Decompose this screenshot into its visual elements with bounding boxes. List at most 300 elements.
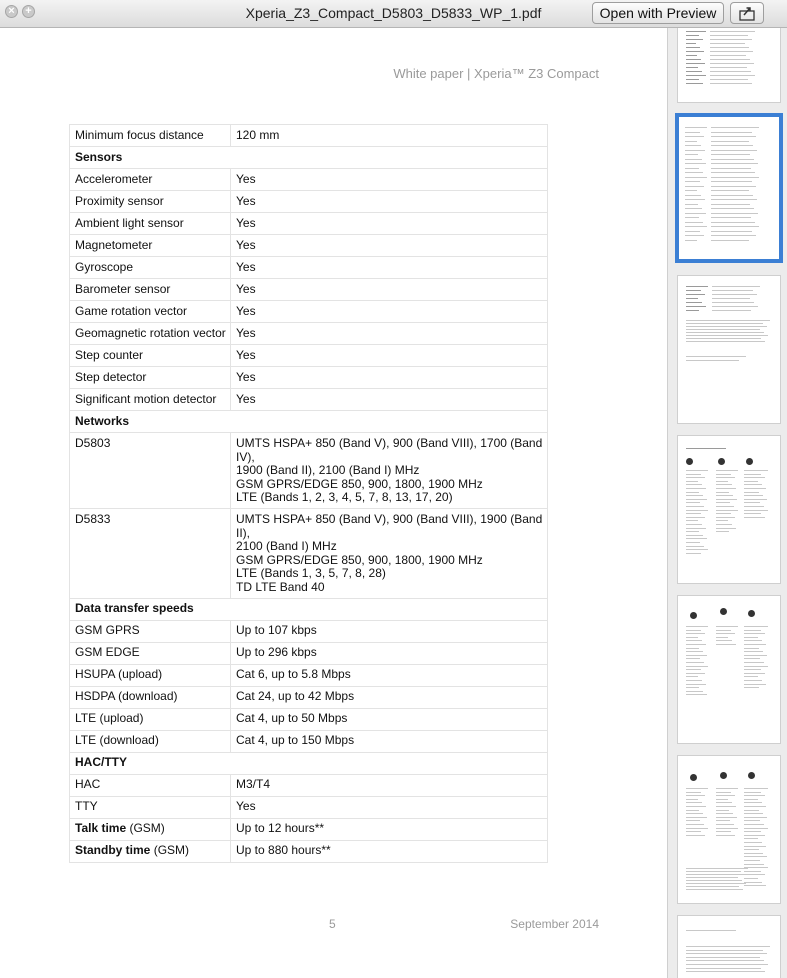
row-value: Yes (231, 301, 548, 323)
thumbnail-text-line (744, 676, 758, 677)
thumbnail-text-line (685, 141, 697, 142)
thumbnail-text-line (686, 546, 704, 547)
thumbnail-text-line (744, 684, 766, 685)
thumbnail-text-line (744, 626, 768, 627)
row-label: Minimum focus distance (70, 125, 231, 147)
thumbnail-text-line (686, 531, 699, 532)
thumbnail-text-line (686, 640, 702, 641)
thumbnail-text-line (685, 199, 705, 200)
section-heading-row (70, 411, 548, 433)
thumbnail-text-line (710, 75, 755, 76)
section-heading: Sensors (70, 147, 548, 169)
thumbnail-text-line (686, 877, 738, 878)
thumbnail-text-line (712, 302, 754, 303)
thumbnail-text-line (686, 341, 765, 342)
thumbnail-text-line (686, 874, 745, 875)
thumbnail-icon (720, 608, 727, 615)
thumbnail-text-line (686, 488, 706, 489)
thumbnail-text-line (744, 470, 768, 471)
row-value: Up to 296 kbps (231, 642, 548, 664)
thumbnail-text-line (686, 481, 698, 482)
thumbnail-text-line (686, 889, 743, 890)
thumbnail-text-line (686, 788, 708, 789)
thumbnail-text-line (744, 484, 762, 485)
thumbnail-text-line (686, 633, 705, 634)
thumbnail-text-line (686, 810, 699, 811)
row-value: Cat 4, up to 150 Mbps (231, 730, 548, 752)
row-value: Yes (231, 323, 548, 345)
table-row (70, 125, 548, 147)
thumbnail-text-line (711, 172, 755, 173)
thumbnail-text-line (686, 524, 702, 525)
thumbnail-icon (690, 612, 697, 619)
thumbnail-text-line (711, 208, 754, 209)
table-row (70, 257, 548, 279)
thumbnail-text-line (716, 828, 738, 829)
thumbnail-text-line (686, 817, 707, 818)
thumbnail-text-line (744, 680, 762, 681)
label-bold: Talk time (75, 821, 127, 836)
thumbnail-text-line (711, 132, 752, 133)
thumbnail-text-line (716, 477, 735, 478)
thumbnail-text-line (711, 222, 755, 223)
page-thumbnail-selected[interactable] (675, 113, 783, 263)
thumbnail-text-line (744, 795, 765, 796)
thumbnail-text-line (685, 231, 700, 232)
thumbnail-text-line (716, 528, 736, 529)
thumbnail-text-line (686, 495, 703, 496)
thumbnail-text-line (744, 502, 760, 503)
thumbnail-text-line (716, 788, 738, 789)
thumbnail-text-line (686, 630, 701, 631)
thumbnail-text-line (685, 163, 706, 164)
thumbnail-text-line (744, 481, 758, 482)
thumbnail-text-line (686, 79, 699, 80)
thumbnail-text-line (685, 204, 698, 205)
row-value: Up to 107 kbps (231, 620, 548, 642)
thumbnail-text-line (744, 687, 759, 688)
thumbnail-text-line (686, 824, 704, 825)
thumbnail-text-line (744, 474, 761, 475)
row-value (231, 508, 548, 598)
share-button[interactable] (730, 2, 764, 24)
thumbnail-text-line (685, 132, 700, 133)
thumbnail-text-line (686, 542, 700, 543)
thumbnail-text-line (686, 553, 701, 554)
thumbnail-text-line (685, 186, 704, 187)
thumbnail-text-line (686, 687, 699, 688)
value-line: LTE (Bands 1, 2, 3, 4, 5, 7, 8, 13, 17, 20) (236, 490, 453, 505)
section-heading: HAC/TTY (70, 752, 548, 774)
thumbnail-icon (690, 774, 697, 781)
page-thumbnail[interactable] (677, 435, 781, 584)
thumbnail-text-line (686, 655, 707, 656)
thumbnail-text-line (744, 828, 768, 829)
close-icon[interactable]: × (5, 5, 18, 18)
thumbnail-text-line (711, 154, 750, 155)
thumbnail-text-line (716, 531, 729, 532)
thumbnail-sidebar[interactable] (668, 28, 787, 978)
section-heading: Networks (70, 411, 548, 433)
thumbnail-text-line (744, 831, 761, 832)
thumbnail-text-line (686, 329, 760, 330)
table-row (70, 708, 548, 730)
thumbnail-text-line (711, 136, 756, 137)
table-row (70, 840, 548, 862)
thumbnail-text-line (686, 306, 706, 307)
thumbnail-text-line (685, 168, 699, 169)
thumbnail-text-line (686, 886, 739, 887)
thumbnail-text-line (744, 856, 767, 857)
row-value: Yes (231, 367, 548, 389)
thumbnail-text-line (744, 817, 767, 818)
thumbnail-text-line (744, 499, 767, 500)
thumbnail-text-line (744, 835, 765, 836)
thumbnail-text-line (744, 820, 760, 821)
thumbnail-text-line (716, 806, 736, 807)
thumbnail-text-line (686, 35, 699, 36)
row-label: Magnetometer (70, 235, 231, 257)
page-thumbnail[interactable] (677, 275, 781, 424)
thumbnail-text-line (686, 63, 705, 64)
thumbnail-text-line (716, 484, 732, 485)
thumbnail-text-line (716, 524, 732, 525)
thumbnail-text-line (744, 806, 766, 807)
thumbnail-text-line (710, 43, 745, 44)
table-row (70, 367, 548, 389)
thumbnail-text-line (710, 31, 755, 32)
thumbnail-text-line (686, 513, 701, 514)
thumbnail-text-line (744, 813, 763, 814)
thumbnail-text-line (686, 294, 705, 295)
thumbnail-text-line (716, 799, 728, 800)
thumbnail-text-line (711, 213, 758, 214)
section-heading-row (70, 752, 548, 774)
thumbnail-text-line (686, 477, 705, 478)
thumbnail-text-line (711, 163, 758, 164)
thumbnail-text-line (744, 799, 758, 800)
row-label: HSUPA (upload) (70, 664, 231, 686)
thumbnail-text-line (744, 849, 759, 850)
thumbnail-text-line (712, 306, 758, 307)
thumbnail-text-line (686, 946, 770, 947)
thumbnail-text-line (744, 637, 758, 638)
thumbnail-text-line (686, 666, 708, 667)
thumbnail-text-line (686, 676, 698, 677)
thumbnail-text-line (686, 835, 705, 836)
row-label: TTY (70, 796, 231, 818)
thumbnail-text-line (685, 172, 703, 173)
thumbnail-text-line (685, 235, 704, 236)
share-icon (738, 5, 756, 21)
thumbnail-text-line (686, 335, 768, 336)
thumbnail-text-line (710, 51, 753, 52)
thumbnail-icon (686, 458, 693, 465)
thumbnail-text-line (686, 484, 702, 485)
thumbnail-text-line (711, 177, 759, 178)
thumbnail-text-line (685, 127, 707, 128)
thumbnail-text-line (744, 655, 767, 656)
thumbnail-text-line (744, 517, 765, 518)
thumbnail-text-line (710, 35, 748, 36)
row-label: Gyroscope (70, 257, 231, 279)
thumbnail-text-line (716, 481, 728, 482)
thumbnail-text-line (686, 960, 764, 961)
thumbnail-text-line (686, 290, 701, 291)
section-heading-row (70, 598, 548, 620)
thumbnail-text-line (686, 971, 765, 972)
thumbnail-text-line (710, 63, 754, 64)
thumbnail-text-line (716, 488, 736, 489)
thumbnail-icon (720, 772, 727, 779)
thumbnail-text-line (716, 644, 736, 645)
spec-table (69, 124, 548, 863)
thumbnail-text-line (711, 181, 752, 182)
row-value: Yes (231, 279, 548, 301)
row-label: Barometer sensor (70, 279, 231, 301)
page-thumbnail[interactable] (677, 595, 781, 744)
thumbnail-text-line (711, 195, 753, 196)
label-rest: (GSM) (126, 821, 165, 836)
thumbnail-text-line (712, 294, 757, 295)
thumbnail-text-line (711, 190, 749, 191)
thumbnail-text-line (711, 141, 749, 142)
row-label (70, 840, 231, 862)
thumbnail-text-line (716, 510, 738, 511)
thumbnail-text-line (710, 55, 746, 56)
open-with-preview-button[interactable]: Open with Preview (592, 2, 724, 24)
thumbnail-text-line (744, 651, 763, 652)
thumbnail-text-line (744, 824, 764, 825)
row-value (231, 433, 548, 509)
thumbnail-text-line (744, 802, 762, 803)
thumbnail-text-line (686, 538, 707, 539)
thumbnail-text-line (686, 59, 701, 60)
thumbnail-text-line (744, 495, 763, 496)
thumbnail-text-line (744, 669, 761, 670)
thumbnail-text-line (710, 79, 748, 80)
row-value: Yes (231, 191, 548, 213)
thumbnail-icon (748, 772, 755, 779)
thumbnail-text-line (686, 356, 746, 357)
thumbnail-text-line (711, 186, 756, 187)
thumbnail-text-line (686, 310, 699, 311)
thumbnail-text-line (716, 495, 733, 496)
thumbnail-text-line (686, 520, 698, 521)
thumbnail-text-line (686, 868, 748, 869)
thumbnail-text-line (711, 145, 753, 146)
thumbnail-text-line (686, 43, 696, 44)
thumbnail-text-line (744, 878, 758, 879)
page-thumbnail[interactable] (677, 915, 781, 978)
thumbnail-text-line (710, 83, 752, 84)
table-row (70, 279, 548, 301)
thumbnail-text-line (686, 549, 708, 550)
row-value: Yes (231, 213, 548, 235)
thumbnail-text-line (711, 204, 750, 205)
thumbnail-text-line (711, 231, 752, 232)
thumbnail-text-line (744, 640, 762, 641)
thumbnail-text-line (686, 474, 701, 475)
document-page (0, 28, 668, 978)
table-row (70, 774, 548, 796)
thumbnail-text-line (744, 874, 765, 875)
thumbnail-text-line (686, 323, 763, 324)
thumbnail-text-line (716, 626, 738, 627)
thumbnail-text-line (712, 298, 750, 299)
thumbnail-text-line (686, 506, 704, 507)
thumbnail-icon (746, 458, 753, 465)
thumbnail-text-line (744, 513, 761, 514)
thumbnail-text-line (744, 673, 765, 674)
window-title: Xperia_Z3_Compact_D5803_D5833_WP_1.pdf (245, 5, 542, 21)
row-value: Yes (231, 389, 548, 411)
thumbnail-text-line (686, 799, 698, 800)
thumbnail-text-line (716, 499, 737, 500)
thumbnail-text-line (686, 950, 763, 951)
thumbnail-text-line (686, 492, 699, 493)
thumbnail-text-line (686, 820, 700, 821)
thumbnail-text-line (686, 302, 702, 303)
thumbnail-text-line (686, 964, 768, 965)
table-row (70, 213, 548, 235)
thumbnail-text-line (744, 871, 761, 872)
row-label: Step detector (70, 367, 231, 389)
thumbnail-text-line (716, 813, 733, 814)
thumbnail-text-line (716, 470, 738, 471)
table-row (70, 169, 548, 191)
value-line: LTE (Bands 1, 3, 5, 7, 8, 28) (236, 566, 386, 581)
thumbnail-text-line (686, 880, 742, 881)
row-label: Geomagnetic rotation vector (70, 323, 231, 345)
thumbnail-text-line (744, 788, 768, 789)
thumbnail-text-line (716, 835, 735, 836)
thumbnail-text-line (686, 535, 703, 536)
page-number: 5 (329, 917, 336, 931)
thumbnail-text-line (686, 806, 706, 807)
thumbnail-text-line (686, 637, 698, 638)
thumbnail-text-line (686, 669, 701, 670)
row-label: Accelerometer (70, 169, 231, 191)
thumbnail-text-line (716, 795, 735, 796)
row-value: Cat 4, up to 50 Mbps (231, 708, 548, 730)
table-row (70, 730, 548, 752)
row-value: Up to 12 hours** (231, 818, 548, 840)
thumbnail-text-line (716, 630, 731, 631)
thumbnail-text-line (686, 338, 761, 339)
thumbnail-text-line (744, 488, 766, 489)
section-heading: Data transfer speeds (70, 598, 548, 620)
thumbnail-text-line (686, 680, 702, 681)
thumbnail-text-line (711, 159, 754, 160)
thumbnail-text-line (685, 226, 707, 227)
page-thumbnail[interactable] (677, 28, 781, 103)
table-row (70, 818, 548, 840)
value-line: TD LTE Band 40 (236, 579, 325, 594)
value-line: UMTS HSPA+ 850 (Band V), 900 (Band VIII), 1700 (Band IV), (236, 436, 543, 464)
page-thumbnail[interactable] (677, 755, 781, 904)
row-label: Game rotation vector (70, 301, 231, 323)
thumbnail-text-line (686, 792, 701, 793)
thumbnail-text-line (685, 222, 703, 223)
page-header: White paper | Xperia™ Z3 Compact (393, 66, 599, 81)
thumbnail-text-line (744, 492, 759, 493)
thumbnail-text-line (716, 817, 737, 818)
thumbnail-text-line (686, 67, 698, 68)
thumbnail-text-line (686, 55, 697, 56)
thumbnail-text-line (712, 310, 751, 311)
thumbnail-text-line (744, 633, 765, 634)
thumbnail-text-line (686, 968, 761, 969)
thumbnail-text-line (686, 684, 706, 685)
thumbnail-text-line (744, 860, 760, 861)
thumbnail-text-line (711, 199, 757, 200)
row-value: Yes (231, 257, 548, 279)
table-row (70, 508, 548, 598)
thumbnail-text-line (744, 630, 761, 631)
thumbnail-text-line (744, 666, 768, 667)
plus-icon[interactable]: + (22, 5, 35, 18)
thumbnail-text-line (716, 520, 728, 521)
table-row (70, 323, 548, 345)
thumbnail-text-line (686, 795, 705, 796)
thumbnail-text-line (685, 136, 704, 137)
thumbnail-text-line (686, 326, 767, 327)
thumbnail-text-line (685, 190, 697, 191)
thumbnail-text-line (686, 831, 701, 832)
thumbnail-text-line (686, 644, 706, 645)
thumbnail-text-line (711, 226, 759, 227)
row-label: LTE (upload) (70, 708, 231, 730)
thumbnail-text-line (686, 320, 770, 321)
row-value: 120 mm (231, 125, 548, 147)
row-value: Cat 6, up to 5.8 Mbps (231, 664, 548, 686)
thumbnail-text-line (744, 882, 762, 883)
thumbnail-text-line (686, 286, 708, 287)
thumbnail-text-line (712, 286, 760, 287)
thumbnail-text-line (744, 885, 766, 886)
table-row (70, 389, 548, 411)
row-value: Yes (231, 169, 548, 191)
row-label: LTE (download) (70, 730, 231, 752)
thumbnail-text-line (685, 217, 699, 218)
thumbnail-text-line (685, 181, 700, 182)
row-value: Yes (231, 345, 548, 367)
row-value: Up to 880 hours** (231, 840, 548, 862)
thumbnail-text-line (686, 39, 703, 40)
thumbnail-text-line (744, 644, 766, 645)
row-value: M3/T4 (231, 774, 548, 796)
thumbnail-text-line (710, 39, 752, 40)
table-row (70, 796, 548, 818)
thumbnail-text-line (744, 658, 760, 659)
thumbnail-text-line (686, 499, 707, 500)
table-row (70, 686, 548, 708)
thumbnail-text-line (710, 47, 749, 48)
thumbnail-text-line (712, 290, 753, 291)
table-row (70, 235, 548, 257)
thumbnail-text-line (744, 662, 764, 663)
thumbnail-text-line (716, 820, 730, 821)
thumbnail-text-line (716, 633, 735, 634)
thumbnail-text-line (744, 477, 765, 478)
thumbnail-text-line (685, 154, 698, 155)
thumbnail-text-line (744, 510, 768, 511)
row-label: Proximity sensor (70, 191, 231, 213)
thumbnail-text-line (686, 648, 699, 649)
row-label: D5833 (70, 508, 231, 598)
thumbnail-text-line (716, 810, 729, 811)
